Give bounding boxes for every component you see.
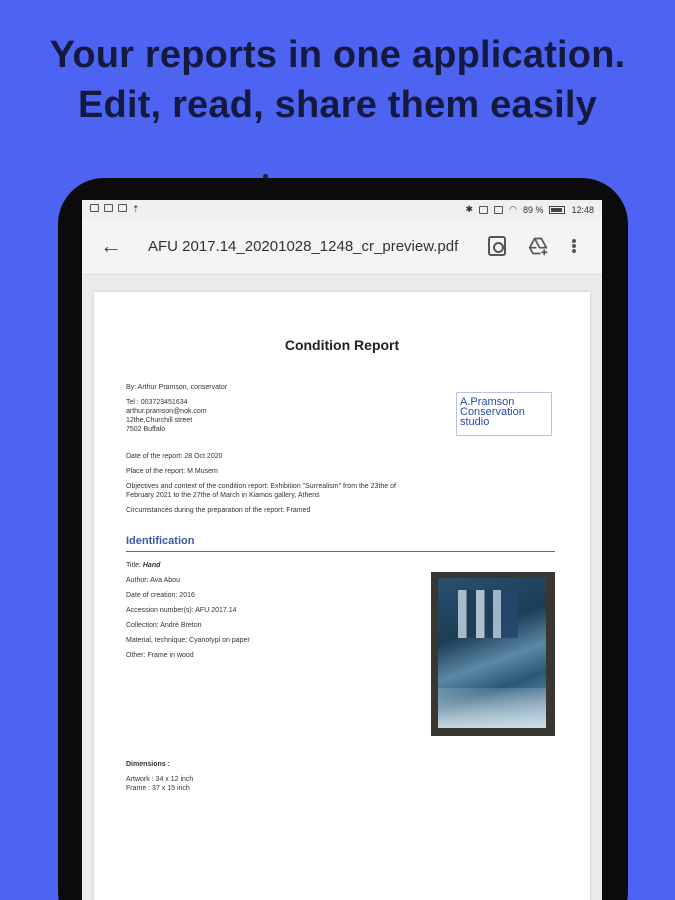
mail-icon [90, 204, 99, 212]
promo-headline [0, 30, 675, 130]
more-vert-icon[interactable] [571, 236, 577, 256]
frame-dimensions: Frame : 37 x 15 inch [126, 785, 190, 792]
report-date: Date of the report: 28 Oct 2020 [126, 453, 223, 460]
cyanotype-image [438, 578, 546, 728]
system-icons [466, 204, 594, 215]
clipboard-icon [118, 204, 127, 212]
contact-email: arthur.pramson@nok.com [126, 408, 207, 415]
document-title: Condition Report [284, 337, 400, 353]
artwork-photo [431, 572, 555, 736]
report-place: Place of the report: M Musem [126, 468, 218, 475]
collection: Collection: André Breton [126, 622, 202, 629]
circumstances: Circumstances during the preparation of the report: Framed [126, 507, 311, 514]
vibrate-icon [479, 206, 488, 214]
contact-street: 12the,Churchill street [126, 417, 193, 424]
status-bar [82, 200, 602, 220]
objectives-line-1: Objectives and context of the condition report: Exhibition "Surrealism" from the 23the of [126, 483, 396, 490]
bluetooth-icon: ✱ [465, 204, 474, 214]
file-name: AFU 2017.14_20201028_1248_cr_preview.pdf [148, 238, 459, 255]
battery-percentage: 89 % [522, 204, 544, 215]
logo-line-2: Conservation [460, 406, 525, 418]
contact-tel: Tel : 003723451634 [126, 399, 188, 406]
artwork-dimensions: Artwork : 34 x 12 inch [126, 776, 194, 783]
date-of-creation: Date of creation: 2016 [126, 592, 195, 599]
objectives-line-2: February 2021 to the 27the of March in Kiamos gallery, Athens [126, 492, 320, 499]
app-bar [82, 220, 602, 275]
wifi-icon: ◠ [509, 204, 517, 214]
logo-line-3: studio [460, 416, 490, 428]
author-line: By: Arthur Pramson, conservator [126, 384, 228, 391]
artwork-author: Author: Ava Abou [126, 577, 180, 584]
drive-add-icon[interactable] [528, 236, 548, 256]
battery-icon [549, 206, 565, 214]
headline-line-1: Your reports in one application. [49, 34, 626, 76]
gallery-icon [104, 204, 113, 212]
nfc-icon [494, 206, 503, 214]
section-identification: Identification [126, 535, 555, 552]
clock: 12:48 [571, 204, 594, 215]
logo-line-1: A.Pramson [460, 396, 515, 408]
contact-city: 7502 Buffalo [126, 426, 166, 433]
title-label: Title: [126, 562, 141, 569]
artwork-title [126, 561, 160, 570]
back-arrow-icon[interactable]: ← [100, 233, 122, 258]
upload-icon: ⇡ [132, 204, 140, 214]
studio-logo [456, 392, 552, 436]
notification-icons [90, 204, 141, 212]
material-technique: Material, technique: Cyanotypi on paper [126, 637, 250, 644]
other-info: Other: Frame in wood [126, 652, 194, 659]
dimensions-label: Dimensions : [126, 761, 170, 768]
accession-number: Accession number(s): AFU 2017.14 [126, 607, 237, 614]
camera-dot [263, 174, 268, 179]
device-screen [82, 200, 602, 900]
pdf-page[interactable] [94, 292, 590, 900]
title-value: Hand [142, 562, 161, 569]
headline-line-2: Edit, read, share them easily [77, 84, 598, 126]
find-in-page-icon[interactable] [488, 236, 506, 256]
